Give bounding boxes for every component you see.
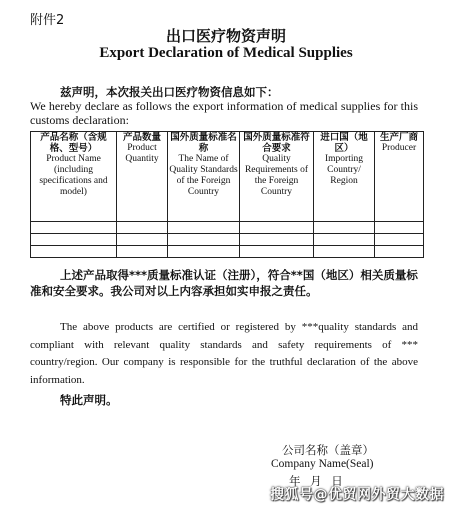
header-en: Producer [381,143,417,153]
table-row [31,234,424,246]
table-cell[interactable] [375,234,424,246]
table-cell[interactable] [117,234,168,246]
table-cell[interactable] [314,234,375,246]
table-cell[interactable] [31,234,117,246]
header-quality-requirements [240,132,314,222]
header-cn: 生产厂商 [379,132,418,143]
statement-chinese: 上述产品取得***质量标准认证（注册），符合**国（地区）相关质量标准和安全要求。我公司对以上内容承担如实申报之责任。 [30,268,418,298]
declaration-table [30,131,424,258]
table-cell[interactable] [168,222,240,234]
table-cell[interactable] [168,234,240,246]
header-cn: 国外质量标准符合要求 [243,132,310,154]
watermark: 搜狐号@优贸网外贸大数据 [270,487,444,503]
header-product-name [31,132,117,222]
table-cell[interactable] [375,222,424,234]
table-cell[interactable] [314,246,375,258]
table-cell[interactable] [31,222,117,234]
header-en: Importing Country/ Region [325,154,363,186]
title-chinese: 出口医疗物资声明 [165,27,286,45]
table-header-row [31,132,424,222]
header-cn: 进口国（地区） [320,132,368,154]
title-english: Export Declaration of Medical Supplies [99,45,353,61]
header-producer [375,132,424,222]
table-row [31,246,424,258]
company-name-english: Company Name(Seal) [271,458,374,470]
special-declaration: 特此声明。 [60,393,118,407]
table-cell[interactable] [240,234,314,246]
declaration-intro-english: We hereby declare as follows the export information of medical supplies for this customs declaration: [30,99,418,127]
statement-english: The above products are certified or registered by ***quality standards and compliant with relevant quality standards and safety requirements of *** country/region. Our company is responsible for the truthful declaration of the above information. [30,321,418,386]
attachment-label: 附件2 [30,13,65,28]
table-row [31,222,424,234]
table-cell[interactable] [31,246,117,258]
header-en: Product Name (including specifications and model) [39,154,108,197]
header-cn: 产品名称（含规格、型号） [40,132,107,154]
header-cn: 产品数量 [122,132,161,143]
table-cell[interactable] [314,222,375,234]
header-en: Product Quantity [125,143,159,164]
table-cell[interactable] [240,246,314,258]
header-quality-standard-name [168,132,240,222]
declaration-intro-chinese: 兹声明，本次报关出口医疗物资信息如下： [60,85,279,99]
company-name-chinese: 公司名称（盖章） [282,443,374,457]
table-cell[interactable] [168,246,240,258]
date-line: 年 月 日 [289,474,343,488]
table-cell[interactable] [117,222,168,234]
table-cell[interactable] [117,246,168,258]
table-cell[interactable] [375,246,424,258]
header-product-quantity [117,132,168,222]
table-cell[interactable] [240,222,314,234]
header-cn: 国外质量标准名称 [170,132,237,154]
header-en: Quality Requirements of the Foreign Country [244,154,309,197]
header-importing-country [314,132,375,222]
header-en: The Name of Quality Standards of the Foreign Country [169,154,238,197]
